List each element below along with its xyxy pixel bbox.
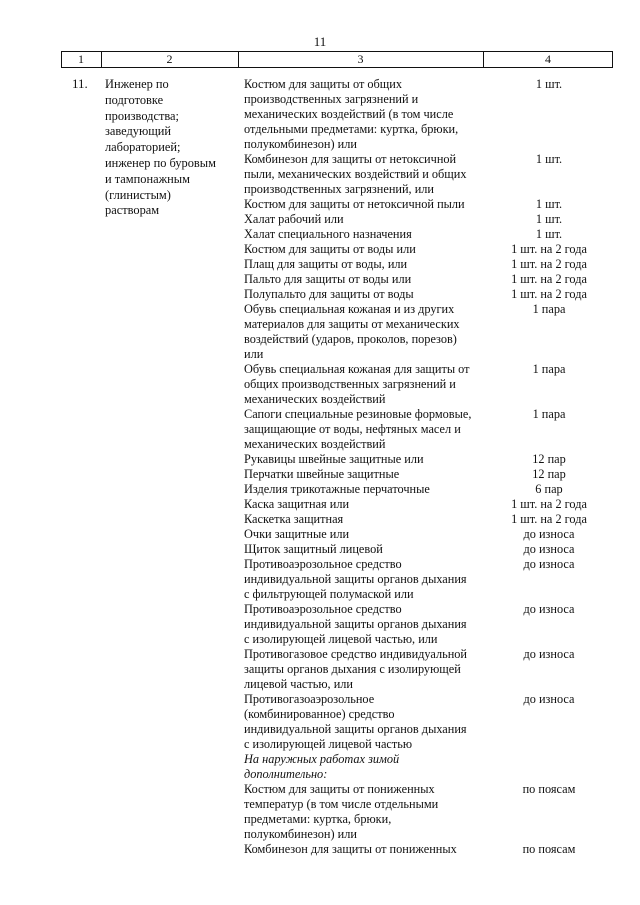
item-line: Обувь специальная кожаная и из других	[244, 302, 455, 316]
quantity-cell	[487, 77, 611, 857]
position-line: подготовке	[105, 92, 164, 107]
item-line: защиты органов дыхания с изолирующей	[244, 662, 461, 676]
quantity-spacer	[487, 722, 611, 737]
item-line: Противогазоаэрозольное	[244, 692, 375, 706]
item-line: Халат специального назначения	[244, 227, 412, 241]
position-line: инженер по буровым	[105, 155, 216, 170]
header-col-3: 3	[357, 52, 364, 66]
item-line: Каскетка защитная	[244, 512, 344, 526]
item-line: Противоаэрозольное средство	[244, 557, 402, 571]
item-line: Пальто для защиты от воды или	[244, 272, 412, 286]
item-line: полукомбинезон) или	[244, 827, 357, 841]
item-quantity: 1 шт. на 2 года	[511, 242, 587, 256]
item-line: Комбинезон для защиты от нетоксичной	[244, 152, 457, 166]
item-line: отдельными предметами: куртка, брюки,	[244, 122, 459, 136]
item-quantity: 1 пара	[532, 362, 566, 376]
table-header	[61, 51, 613, 68]
item-quantity: до износа	[523, 647, 575, 661]
item-line: Полупальто для защиты от воды	[244, 287, 414, 301]
position-line: лабораторией;	[105, 140, 181, 155]
item-line: индивидуальной защиты органов дыхания	[244, 617, 467, 631]
item-line: Сапоги специальные резиновые формовые,	[244, 407, 472, 421]
item-line: Рукавицы швейные защитные или	[244, 452, 424, 466]
quantity-spacer	[487, 572, 611, 587]
header-col-2: 2	[166, 52, 173, 66]
item-quantity: 1 шт. на 2 года	[511, 512, 587, 526]
quantity-spacer	[487, 677, 611, 692]
quantity-spacer	[487, 332, 611, 347]
quantity-spacer	[487, 812, 611, 827]
item-quantity: 1 шт. на 2 года	[511, 497, 587, 511]
item-line: механических воздействий (в том числе	[244, 107, 454, 121]
item-quantity: до износа	[523, 527, 575, 541]
item-line: лицевой частью, или	[244, 677, 353, 691]
quantity-spacer	[487, 617, 611, 632]
item-quantity: 1 пара	[532, 407, 566, 421]
position-cell	[105, 77, 241, 219]
header-col-4: 4	[545, 52, 551, 66]
item-line: дополнительно:	[244, 767, 328, 781]
item-quantity: 1 шт.	[535, 197, 563, 211]
item-line: производственных загрязнений, или	[244, 182, 435, 196]
item-line: индивидуальной защиты органов дыхания	[244, 572, 467, 586]
item-line: материалов для защиты от механических	[244, 317, 460, 331]
item-line: Комбинезон для защиты от пониженных	[244, 842, 457, 856]
quantity-spacer	[487, 827, 611, 842]
quantity-spacer	[487, 137, 611, 152]
item-quantity: 1 пара	[532, 302, 566, 316]
item-line: пыли, механических воздействий и общих	[244, 167, 467, 181]
item-line: Перчатки швейные защитные	[244, 467, 400, 481]
item-line: общих производственных загрязнений и	[244, 377, 456, 391]
item-line: механических воздействий	[244, 392, 386, 406]
position-line: заведующий	[105, 124, 172, 139]
header-border	[612, 52, 613, 67]
item-quantity: 1 шт.	[535, 227, 563, 241]
item-line: защищающие от воды, нефтяных масел и	[244, 422, 461, 436]
item-line: механических воздействий	[244, 437, 386, 451]
item-line: Плащ для защиты от воды, или	[244, 257, 408, 271]
item-line: На наружных работах зимой	[244, 752, 400, 766]
quantity-spacer	[487, 317, 611, 332]
item-line: производственных загрязнений и	[244, 92, 419, 106]
page-number: 11	[313, 34, 327, 49]
item-quantity: 1 шт.	[535, 212, 563, 226]
item-line: Костюм для защиты от воды или	[244, 242, 416, 256]
item-quantity: по поясам	[522, 782, 576, 796]
quantity-spacer	[487, 422, 611, 437]
item-quantity: по поясам	[522, 842, 576, 856]
item-quantity: 1 шт. на 2 года	[511, 257, 587, 271]
quantity-spacer	[487, 167, 611, 182]
quantity-spacer	[487, 107, 611, 122]
item-line: Противогазовое средство индивидуальной	[244, 647, 468, 661]
item-quantity: 1 шт.	[535, 152, 563, 166]
row-number: 11.	[72, 76, 88, 91]
quantity-spacer	[487, 182, 611, 197]
item-line: с изолирующей лицевой частью, или	[244, 632, 438, 646]
item-line: Очки защитные или	[244, 527, 350, 541]
quantity-spacer	[487, 92, 611, 107]
item-line: температур (в том числе отдельными	[244, 797, 439, 811]
quantity-spacer	[487, 347, 611, 362]
quantity-spacer	[487, 662, 611, 677]
item-line: предметами: куртка, брюки,	[244, 812, 392, 826]
item-line: с изолирующей лицевой частью	[244, 737, 413, 751]
position-line: (глинистым)	[105, 187, 171, 202]
item-quantity: 1 шт. на 2 года	[511, 287, 587, 301]
item-quantity: до износа	[523, 542, 575, 556]
item-quantity: до износа	[523, 692, 575, 706]
item-line: (комбинированное) средство	[244, 707, 395, 721]
position-line: растворам	[105, 203, 160, 218]
item-line: воздействий (ударов, проколов, порезов)	[244, 332, 457, 346]
item-quantity: 6 пар	[535, 482, 563, 496]
item-line: Обувь специальная кожаная для защиты от	[244, 362, 470, 376]
item-quantity: 1 шт. на 2 года	[511, 272, 587, 286]
item-line: с фильтрующей полумаской или	[244, 587, 414, 601]
item-quantity: 1 шт.	[535, 77, 563, 91]
item-quantity: до износа	[523, 557, 575, 571]
item-line: Каска защитная или	[244, 497, 350, 511]
quantity-spacer	[487, 122, 611, 137]
item-line: Противоаэрозольное средство	[244, 602, 402, 616]
item-quantity: 12 пар	[532, 452, 566, 466]
item-quantity: до износа	[523, 602, 575, 616]
quantity-spacer	[487, 437, 611, 452]
item-quantity	[487, 752, 611, 767]
item-line: Изделия трикотажные перчаточные	[244, 482, 430, 496]
header-col-1: 1	[78, 52, 84, 66]
item-line: Щиток защитный лицевой	[244, 542, 383, 556]
position-line: Инженер по	[105, 77, 169, 91]
item-line: полукомбинезон) или	[244, 137, 357, 151]
position-line: и тампонажным	[105, 171, 190, 186]
quantity-spacer	[487, 737, 611, 752]
item-line: Халат рабочий или	[244, 212, 344, 226]
item-line: Костюм для защиты от общих	[244, 77, 402, 91]
quantity-spacer	[487, 707, 611, 722]
quantity-spacer	[487, 392, 611, 407]
equipment-cell	[244, 77, 494, 857]
quantity-spacer	[487, 767, 611, 782]
quantity-spacer	[487, 587, 611, 602]
item-quantity: 12 пар	[532, 467, 566, 481]
item-line: Костюм для защиты от нетоксичной пыли	[244, 197, 465, 211]
quantity-spacer	[487, 797, 611, 812]
quantity-spacer	[487, 377, 611, 392]
item-line: Костюм для защиты от пониженных	[244, 782, 435, 796]
item-line: индивидуальной защиты органов дыхания	[244, 722, 467, 736]
quantity-spacer	[487, 632, 611, 647]
item-line: или	[244, 347, 264, 361]
position-line: производства;	[105, 108, 179, 123]
